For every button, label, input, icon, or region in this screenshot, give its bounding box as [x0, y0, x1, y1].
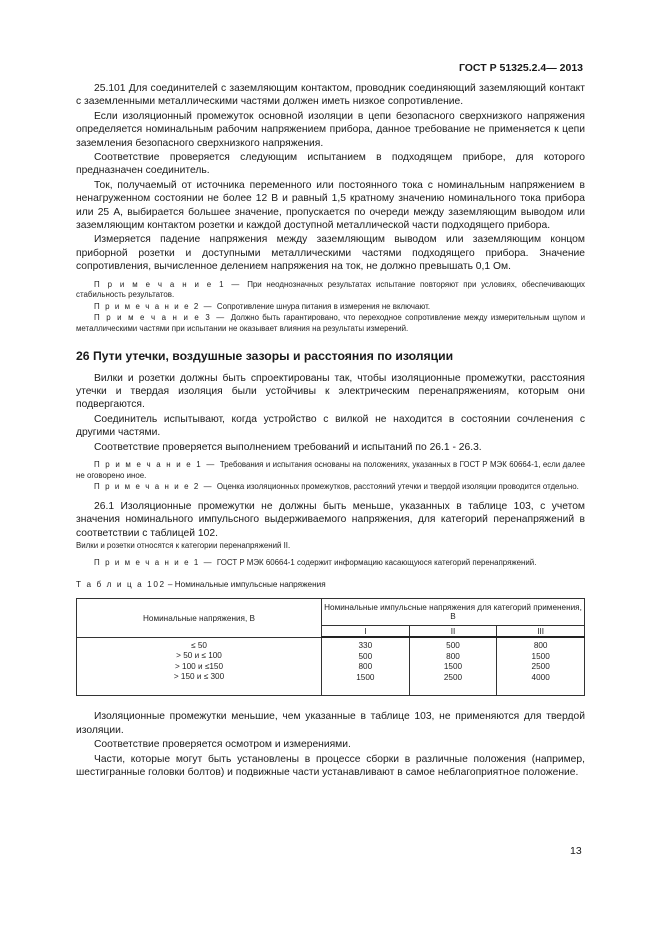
table-cell: 2500 [443, 672, 463, 682]
table-cell: 2500 [531, 662, 550, 672]
note-text: Сопротивление шнура питания в измерения не включают. [216, 301, 431, 311]
category-1-cell [322, 637, 410, 696]
table-cell: 800 [358, 662, 373, 672]
paragraph: Ток, получаемый от источника переменного или постоянного тока с номинальным напряжением в ненагруженном состоянии не более 12 В и равный 1,5 кратному значению номинального тока прибора или 25 А, выбирается большее значение, пропускается по очереди между заземляющим выводом или заземляющим контактом розетки и каждой доступной металлической части подходящего прибора. [76, 179, 585, 232]
note-1 [76, 280, 585, 301]
paragraph: Соответствие проверяется выполнением требований и испытаний по 26.1 - 26.3. [94, 441, 482, 453]
table-cell: > 50 и ≤ 100 [176, 651, 222, 661]
table-cell: ≤ 50 [191, 640, 207, 650]
paragraph: Соединитель испытывают, когда устройство с вилкой не находится в состоянии сочленения с другими частями. [76, 413, 585, 439]
note-label: П р и м е ч а н и е 1 — [94, 460, 220, 470]
col-header-category-1: I [322, 626, 410, 638]
paragraph-25-101: 25.101 Для соединителей с заземляющим контактом, проводник соединяющий заземляющий контакт с заземленными металлическими частями должен иметь низкое сопротивление. [76, 83, 585, 108]
note-label: П р и м е ч а н и е 2 — [94, 482, 217, 492]
table-cell: > 150 и ≤ 300 [173, 672, 225, 681]
note-text: При неоднозначных результатах испытание повторяют при условиях, обеспечивающих стабильность результатов. [76, 279, 586, 300]
category-3-cell [497, 637, 585, 696]
table-cell: 500 [358, 651, 373, 661]
category-2-cell [409, 637, 497, 696]
paragraph: Изоляционные промежутки меньшие, чем указанные в таблице 103, не применяются для твердой изоляции. [76, 711, 585, 736]
table-cell: 800 [446, 651, 460, 661]
rated-voltage-cell [77, 637, 322, 696]
table-cell: 1500 [443, 662, 463, 672]
paragraph: Части, которые могут быть установлены в процессе сборки в различные положения (например, шестигранные головки болтов) и подвижные части устанавливают в самое неблагоприятное положение. [76, 753, 585, 778]
paragraph-26-1: 26.1 Изоляционные промежутки не должны быть меньше, указанных в таблице 103, с учетом значения номинального импульсного выдерживаемого напряжения, для категорий перенапряжений в соответствии с таблицей 102. [76, 500, 585, 539]
section-26-heading: 26 Пути утечки, воздушные зазоры и расстояния по изоляции [76, 348, 454, 363]
document-standard-header: ГОСТ Р 51325.2.4— 2013 [458, 62, 583, 74]
note-text: ГОСТ Р МЭК 60664-1 содержит информацию касающуюся категорий перенапряжений. [216, 557, 537, 567]
paragraph: Соответствие проверяется следующим испытанием в подходящем приборе, для которого предназначен соединитель. [76, 152, 585, 177]
note-label: П р и м е ч а н и е 1 — [94, 557, 217, 567]
paragraph: Если изоляционный промежуток основной изоляции в цепи безопасного сверхнизкого напряжения определяется номинальным рабочим напряжением прибора, данное требование не применяется к цепи заземления безопасного сверхнизкого напряжения. [76, 110, 585, 149]
table-102 [76, 598, 585, 696]
col-header-category-3: III [497, 626, 585, 638]
note-text: Должно быть гарантировано, что переходное сопротивление между измерительным щупом и металлическими частями при испытании не оказывает влияния на результаты измерений. [76, 313, 585, 334]
page-content [76, 82, 585, 780]
table-cell: 1500 [356, 672, 375, 682]
paragraph: Вилки и розетки должны быть спроектированы так, чтобы изоляционные промежутки, расстояния утечки и твердая изоляция были устойчивы к электрическим перенапряжениям, которым они подвергаются. [76, 372, 585, 411]
col-header-category-2: II [409, 626, 497, 638]
note-label: П р и м е ч а н и е 3 — [94, 313, 231, 323]
paragraph: Измеряется падение напряжения между заземляющим выводом или заземляющим концом приборной розетки и доступными металлическими частями подходящего прибора. Значение сопротивления, вычисленное делением напряжения на ток, не должно превышать 0,1 Ом. [76, 234, 585, 273]
note-1 [76, 558, 585, 569]
table-cell: > 100 и ≤150 [175, 661, 223, 671]
table-caption-label: Т а б л и ц а 102 [76, 580, 166, 590]
table-cell: 4000 [531, 672, 550, 682]
note-small: Вилки и розетки относятся к категории перенапряжений II. [76, 541, 291, 551]
note-2 [76, 482, 585, 493]
table-row [77, 637, 585, 696]
note-1 [76, 460, 585, 481]
note-label: П р и м е ч а н и е 1 — [94, 279, 248, 289]
col-header-rated-voltage: Номинальные напряжения, В [77, 599, 322, 638]
col-header-impulse-voltage: Номинальные импульсные напряжения для категорий применения, В [322, 599, 585, 626]
note-3 [76, 313, 585, 334]
note-text: Требования и испытания основаны на положениях, указанных в ГОСТ Р МЭК 60664-1, если далее не оговорено иное. [76, 460, 585, 480]
paragraph: Соответствие проверяется осмотром и измерениями. [94, 739, 351, 751]
note-2 [76, 302, 585, 313]
table-caption-text: – Номинальные импульсные напряжения [165, 580, 326, 590]
table-cell: 330 [358, 641, 373, 651]
page-number: 13 [570, 845, 582, 857]
table-cell: 1500 [531, 651, 550, 661]
table-caption [76, 580, 585, 589]
table-cell: 500 [446, 641, 460, 651]
table-cell: 800 [533, 641, 548, 651]
note-label: П р и м е ч а н и е 2 — [94, 301, 217, 311]
note-text: Оценка изоляционных промежутков, расстояний утечки и твердой изоляции проводится отдельно. [216, 482, 579, 492]
